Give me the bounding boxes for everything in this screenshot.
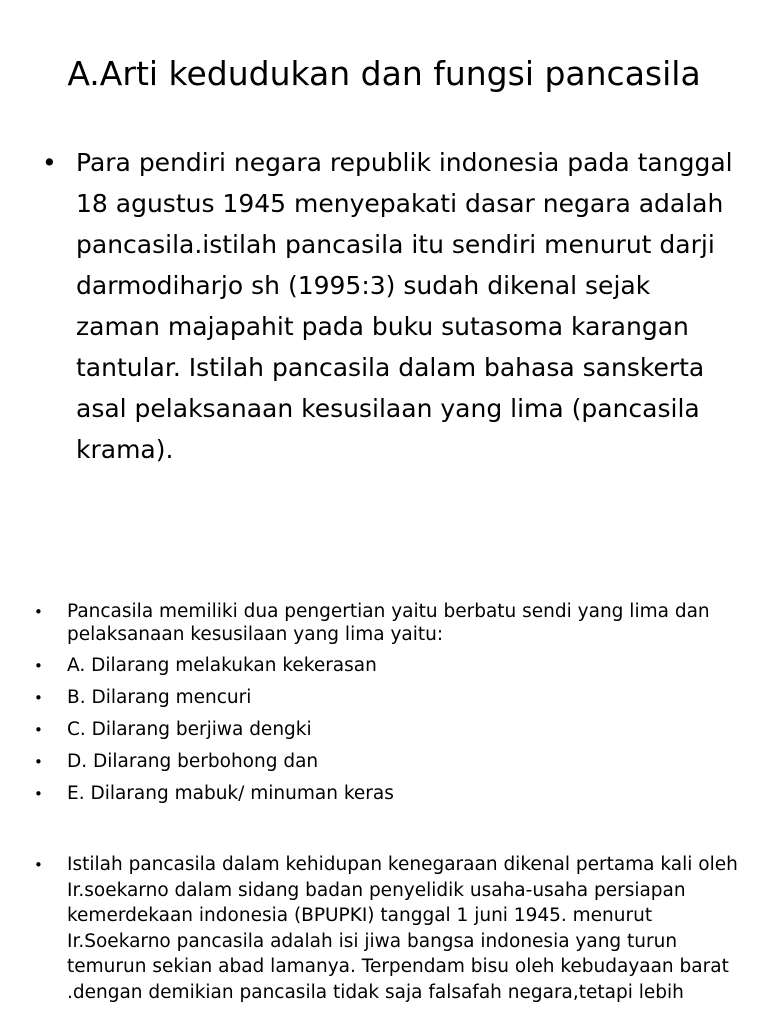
list-item	[34, 749, 738, 774]
list-item-text: B. Dilarang mencuri	[67, 687, 252, 708]
list-item-text: C. Dilarang berjiwa dengki	[67, 719, 312, 740]
bullet-icon: •	[34, 856, 43, 874]
history-paragraph: Istilah pancasila dalam kehidupan kenegaraan dikenal pertama kali oleh Ir.soekarno dalam sidang badan penyelidik usaha-usaha persiapan kemerdekaan indonesia (BPUPKI) tanggal 1 juni 1945. menurut Ir.Soekarno pancasila adalah isi jiwa bangsa indonesia yang turun temurun sekian abad lamanya. Terpendam bisu oleh kebudayaan barat .dengan demikian pancasila tidak saja falsafah negara,tetapi lebih	[67, 854, 738, 1003]
list-item-text: Pancasila memiliki dua pengertian yaitu berbatu sendi yang lima dan pelaksanaan kesusilaan yang lima yaitu:	[67, 601, 710, 645]
bullet-icon: •	[42, 148, 57, 177]
bullet-icon: •	[34, 603, 43, 621]
list-item	[34, 685, 738, 710]
list-item-text: E. Dilarang mabuk/ minuman keras	[67, 783, 394, 804]
list-item	[34, 781, 738, 806]
main-paragraph: Para pendiri negara republik indonesia pada tanggal 18 agustus 1945 menyepakati dasar negara adalah pancasila.istilah pancasila itu sendiri menurut darji darmodiharjo sh (1995:3) sudah dikenal sejak zaman majapahit pada buku sutasoma karangan tantular. Istilah pancasila dalam bahasa sanskerta asal pelaksanaan kesusilaan yang lima (pancasila krama).	[76, 148, 733, 464]
bullet-icon: •	[34, 721, 43, 739]
list-item	[34, 600, 738, 646]
list-item	[34, 717, 738, 742]
bullet-icon: •	[34, 689, 43, 707]
bullet-icon: •	[34, 753, 43, 771]
main-bullet-list	[42, 142, 742, 470]
list-item	[34, 653, 738, 678]
bullet-icon: •	[34, 785, 43, 803]
history-list	[34, 852, 738, 1005]
list-item	[42, 142, 742, 470]
list-item	[34, 852, 738, 1005]
bullet-icon: •	[34, 657, 43, 675]
slide-title: A.Arti kedudukan dan fungsi pancasila	[67, 54, 701, 93]
list-item-text: A. Dilarang melakukan kekerasan	[67, 655, 377, 676]
list-item-text: D. Dilarang berbohong dan	[67, 751, 319, 772]
prohibition-list	[34, 600, 738, 813]
